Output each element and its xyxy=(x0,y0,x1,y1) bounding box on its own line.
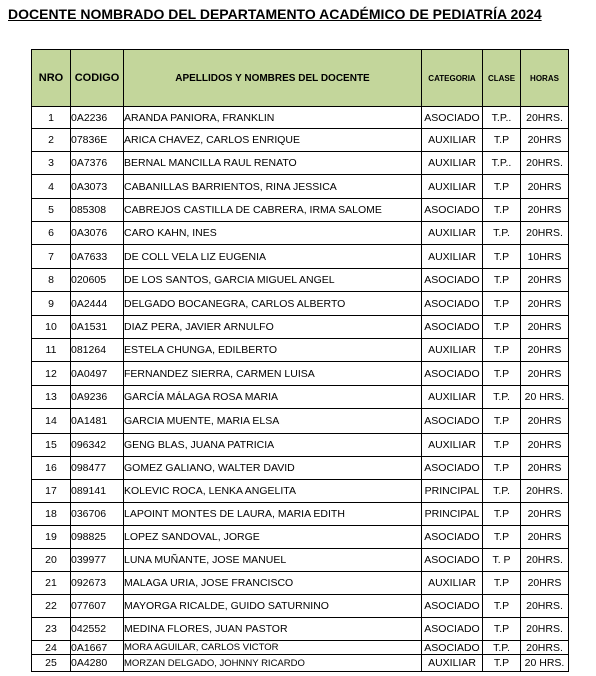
cell-horas: 20HRS xyxy=(521,129,569,152)
cell-nro: 3 xyxy=(32,152,71,175)
cell-codigo: 089141 xyxy=(71,480,124,503)
cell-nro: 10 xyxy=(32,316,71,339)
cell-horas: 20HRS. xyxy=(521,152,569,175)
cell-categoria: ASOCIADO xyxy=(422,457,483,480)
cell-clase: T.P xyxy=(483,526,521,549)
cell-nro: 21 xyxy=(32,572,71,595)
cell-categoria: ASOCIADO xyxy=(422,362,483,386)
cell-nombre: LAPOINT MONTES DE LAURA, MARIA EDITH xyxy=(124,503,422,526)
cell-nombre: CABANILLAS BARRIENTOS, RINA JESSICA xyxy=(124,175,422,199)
cell-codigo: 07836E xyxy=(71,129,124,152)
cell-categoria: AUXILIAR xyxy=(422,572,483,595)
table-row xyxy=(32,595,569,618)
table-row xyxy=(32,175,569,199)
column-header-horas: HORAS xyxy=(521,50,569,107)
cell-nro: 4 xyxy=(32,175,71,199)
cell-codigo: 0A0497 xyxy=(71,362,124,386)
cell-nombre: GARCÍA MÁLAGA ROSA MARIA xyxy=(124,386,422,409)
table-row xyxy=(32,129,569,152)
faculty-table xyxy=(31,49,569,672)
table-row xyxy=(32,618,569,641)
cell-categoria: ASOCIADO xyxy=(422,269,483,292)
table-row xyxy=(32,199,569,222)
cell-nro: 24 xyxy=(32,641,71,655)
cell-categoria: AUXILIAR xyxy=(422,434,483,457)
cell-nombre: MAYORGA RICALDE, GUIDO SATURNINO xyxy=(124,595,422,618)
table-row xyxy=(32,362,569,386)
cell-categoria: AUXILIAR xyxy=(422,129,483,152)
cell-nro: 2 xyxy=(32,129,71,152)
cell-horas: 20HRS. xyxy=(521,641,569,655)
cell-codigo: 0A7376 xyxy=(71,152,124,175)
cell-horas: 20HRS xyxy=(521,526,569,549)
cell-nro: 25 xyxy=(32,655,71,672)
table-row xyxy=(32,655,569,672)
page-title: DOCENTE NOMBRADO DEL DEPARTAMENTO ACADÉMICO DE PEDIATRÍA 2024 xyxy=(8,6,542,22)
cell-nombre: CARO KAHN, INES xyxy=(124,222,422,245)
cell-codigo: 092673 xyxy=(71,572,124,595)
cell-nombre: KOLEVIC ROCA, LENKA ANGELITA xyxy=(124,480,422,503)
cell-clase: T.P xyxy=(483,457,521,480)
cell-codigo: 0A3073 xyxy=(71,175,124,199)
cell-clase: T.P. xyxy=(483,480,521,503)
cell-clase: T.P xyxy=(483,362,521,386)
cell-nombre: FERNANDEZ SIERRA, CARMEN LUISA xyxy=(124,362,422,386)
cell-horas: 20HRS xyxy=(521,269,569,292)
cell-clase: T.P.. xyxy=(483,152,521,175)
cell-nro: 17 xyxy=(32,480,71,503)
cell-codigo: 0A2236 xyxy=(71,107,124,129)
column-header-clase: CLASE xyxy=(483,50,521,107)
cell-horas: 20HRS. xyxy=(521,618,569,641)
cell-clase: T.P xyxy=(483,618,521,641)
cell-clase: T.P xyxy=(483,316,521,339)
cell-clase: T.P xyxy=(483,292,521,316)
column-header-codigo: CODIGO xyxy=(71,50,124,107)
cell-horas: 20HRS xyxy=(521,316,569,339)
cell-nombre: DELGADO BOCANEGRA, CARLOS ALBERTO xyxy=(124,292,422,316)
table-row xyxy=(32,292,569,316)
cell-nro: 19 xyxy=(32,526,71,549)
cell-clase: T.P. xyxy=(483,641,521,655)
cell-codigo: 0A2444 xyxy=(71,292,124,316)
cell-horas: 20HRS. xyxy=(521,222,569,245)
table-header-row xyxy=(32,50,569,107)
cell-clase: T.P xyxy=(483,572,521,595)
cell-codigo: 036706 xyxy=(71,503,124,526)
cell-nombre: DE LOS SANTOS, GARCIA MIGUEL ANGEL xyxy=(124,269,422,292)
table-row xyxy=(32,222,569,245)
cell-codigo: 0A1481 xyxy=(71,409,124,434)
cell-horas: 20HRS xyxy=(521,457,569,480)
cell-nro: 13 xyxy=(32,386,71,409)
table-row xyxy=(32,503,569,526)
cell-nombre: GENG BLAS, JUANA PATRICIA xyxy=(124,434,422,457)
cell-horas: 20HRS xyxy=(521,434,569,457)
cell-codigo: 039977 xyxy=(71,549,124,572)
cell-nro: 5 xyxy=(32,199,71,222)
cell-codigo: 042552 xyxy=(71,618,124,641)
cell-categoria: ASOCIADO xyxy=(422,595,483,618)
cell-clase: T.P xyxy=(483,129,521,152)
cell-codigo: 0A3076 xyxy=(71,222,124,245)
table-row xyxy=(32,549,569,572)
cell-codigo: 0A1667 xyxy=(71,641,124,655)
cell-horas: 20HRS. xyxy=(521,107,569,129)
cell-clase: T.P xyxy=(483,269,521,292)
cell-clase: T.P xyxy=(483,409,521,434)
cell-clase: T.P xyxy=(483,339,521,362)
cell-clase: T.P.. xyxy=(483,107,521,129)
cell-horas: 10HRS xyxy=(521,245,569,269)
cell-categoria: AUXILIAR xyxy=(422,386,483,409)
cell-clase: T.P xyxy=(483,175,521,199)
cell-nombre: DIAZ PERA, JAVIER ARNULFO xyxy=(124,316,422,339)
cell-nro: 16 xyxy=(32,457,71,480)
cell-categoria: ASOCIADO xyxy=(422,316,483,339)
cell-nro: 23 xyxy=(32,618,71,641)
cell-categoria: ASOCIADO xyxy=(422,199,483,222)
cell-nombre: LOPEZ SANDOVAL, JORGE xyxy=(124,526,422,549)
column-header-nro: NRO xyxy=(32,50,71,107)
cell-nro: 7 xyxy=(32,245,71,269)
cell-horas: 20HRS xyxy=(521,339,569,362)
cell-horas: 20HRS xyxy=(521,362,569,386)
table-row xyxy=(32,152,569,175)
cell-clase: T.P xyxy=(483,199,521,222)
cell-codigo: 098825 xyxy=(71,526,124,549)
cell-clase: T. P xyxy=(483,549,521,572)
cell-nombre: BERNAL MANCILLA RAUL RENATO xyxy=(124,152,422,175)
cell-nro: 22 xyxy=(32,595,71,618)
cell-categoria: ASOCIADO xyxy=(422,526,483,549)
cell-horas: 20HRS xyxy=(521,292,569,316)
cell-categoria: AUXILIAR xyxy=(422,222,483,245)
cell-nro: 20 xyxy=(32,549,71,572)
cell-clase: T.P xyxy=(483,655,521,672)
column-header-nombres: APELLIDOS Y NOMBRES DEL DOCENTE xyxy=(124,50,422,107)
cell-nro: 8 xyxy=(32,269,71,292)
cell-nombre: MEDINA FLORES, JUAN PASTOR xyxy=(124,618,422,641)
cell-nro: 12 xyxy=(32,362,71,386)
cell-nombre: MORA AGUILAR, CARLOS VICTOR xyxy=(124,641,422,655)
table-row xyxy=(32,339,569,362)
cell-codigo: 0A7633 xyxy=(71,245,124,269)
table-row xyxy=(32,316,569,339)
cell-horas: 20HRS. xyxy=(521,480,569,503)
cell-codigo: 096342 xyxy=(71,434,124,457)
cell-codigo: 077607 xyxy=(71,595,124,618)
table-row xyxy=(32,526,569,549)
cell-categoria: ASOCIADO xyxy=(422,549,483,572)
cell-categoria: AUXILIAR xyxy=(422,245,483,269)
cell-nombre: MORZAN DELGADO, JOHNNY RICARDO xyxy=(124,655,422,672)
cell-nro: 15 xyxy=(32,434,71,457)
cell-categoria: PRINCIPAL xyxy=(422,503,483,526)
cell-nro: 11 xyxy=(32,339,71,362)
cell-nombre: LUNA MUÑANTE, JOSE MANUEL xyxy=(124,549,422,572)
cell-categoria: PRINCIPAL xyxy=(422,480,483,503)
cell-codigo: 098477 xyxy=(71,457,124,480)
cell-horas: 20HRS. xyxy=(521,549,569,572)
cell-categoria: ASOCIADO xyxy=(422,618,483,641)
cell-nro: 9 xyxy=(32,292,71,316)
table-row xyxy=(32,434,569,457)
cell-clase: T.P. xyxy=(483,386,521,409)
table-row xyxy=(32,480,569,503)
table-row xyxy=(32,386,569,409)
cell-clase: T.P. xyxy=(483,222,521,245)
table-row xyxy=(32,245,569,269)
cell-clase: T.P xyxy=(483,595,521,618)
cell-categoria: AUXILIAR xyxy=(422,655,483,672)
table-row xyxy=(32,409,569,434)
cell-horas: 20HRS xyxy=(521,409,569,434)
table-row xyxy=(32,572,569,595)
cell-categoria: ASOCIADO xyxy=(422,409,483,434)
cell-categoria: AUXILIAR xyxy=(422,339,483,362)
cell-nombre: CABREJOS CASTILLA DE CABRERA, IRMA SALOME xyxy=(124,199,422,222)
cell-nro: 6 xyxy=(32,222,71,245)
cell-horas: 20 HRS. xyxy=(521,386,569,409)
cell-horas: 20 HRS. xyxy=(521,655,569,672)
cell-horas: 20HRS xyxy=(521,503,569,526)
table-row xyxy=(32,457,569,480)
cell-clase: T.P xyxy=(483,245,521,269)
cell-nro: 18 xyxy=(32,503,71,526)
cell-horas: 20HRS xyxy=(521,572,569,595)
cell-horas: 20HRS xyxy=(521,175,569,199)
cell-codigo: 0A1531 xyxy=(71,316,124,339)
cell-nombre: ARANDA PANIORA, FRANKLIN xyxy=(124,107,422,129)
cell-nombre: GOMEZ GALIANO, WALTER DAVID xyxy=(124,457,422,480)
cell-categoria: ASOCIADO xyxy=(422,107,483,129)
table-body xyxy=(32,107,569,672)
cell-nombre: DE COLL VELA LIZ EUGENIA xyxy=(124,245,422,269)
cell-horas: 20HRS xyxy=(521,199,569,222)
cell-codigo: 020605 xyxy=(71,269,124,292)
cell-categoria: ASOCIADO xyxy=(422,292,483,316)
cell-nombre: ESTELA CHUNGA, EDILBERTO xyxy=(124,339,422,362)
cell-clase: T.P xyxy=(483,503,521,526)
column-header-categoria: CATEGORIA xyxy=(422,50,483,107)
cell-nombre: GARCIA MUENTE, MARIA ELSA xyxy=(124,409,422,434)
table-row xyxy=(32,107,569,129)
cell-categoria: ASOCIADO xyxy=(422,641,483,655)
cell-nro: 14 xyxy=(32,409,71,434)
cell-categoria: AUXILIAR xyxy=(422,175,483,199)
cell-codigo: 0A9236 xyxy=(71,386,124,409)
cell-horas: 20HRS. xyxy=(521,595,569,618)
cell-categoria: AUXILIAR xyxy=(422,152,483,175)
cell-codigo: 0A4280 xyxy=(71,655,124,672)
cell-codigo: 085308 xyxy=(71,199,124,222)
table-row xyxy=(32,641,569,655)
cell-nombre: ARICA CHAVEZ, CARLOS ENRIQUE xyxy=(124,129,422,152)
cell-clase: T.P xyxy=(483,434,521,457)
cell-nombre: MALAGA URIA, JOSE FRANCISCO xyxy=(124,572,422,595)
cell-codigo: 081264 xyxy=(71,339,124,362)
table-row xyxy=(32,269,569,292)
cell-nro: 1 xyxy=(32,107,71,129)
